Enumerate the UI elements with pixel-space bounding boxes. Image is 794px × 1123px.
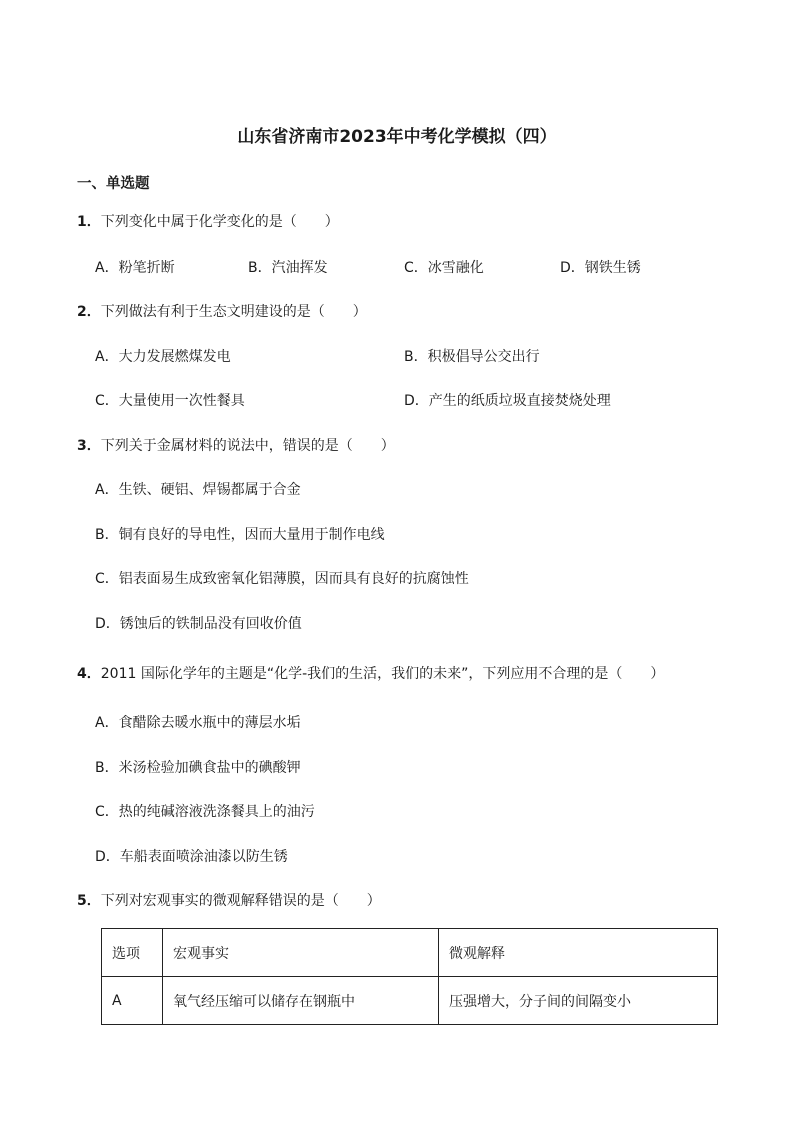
- table-header-cell: 微观解释: [439, 929, 718, 977]
- option: A．食醋除去暖水瓶中的薄层水垢: [95, 715, 301, 731]
- table-header-cell: 选项: [102, 929, 163, 977]
- option: A．粉笔折断: [95, 260, 175, 276]
- option: A．大力发展燃煤发电: [95, 349, 231, 365]
- option: D．车船表面喷涂油漆以防生锈: [95, 849, 288, 865]
- section-heading: 一、单选题: [77, 176, 150, 192]
- table-header-row: [102, 929, 718, 977]
- question-2: [77, 301, 367, 321]
- question-number: 5．: [77, 893, 101, 909]
- table-header-cell: 宏观事实: [163, 929, 439, 977]
- option: D．锈蚀后的铁制品没有回收价值: [95, 616, 302, 632]
- table-cell: 压强增大，分子间的间隔变小: [439, 977, 718, 1025]
- option: B．铜有良好的导电性，因而大量用于制作电线: [95, 527, 385, 543]
- option: B．积极倡导公交出行: [404, 349, 540, 365]
- page-title: 山东省济南市2023年中考化学模拟（四）: [237, 127, 557, 147]
- question-text: 2011 国际化学年的主题是“化学-我们的生活，我们的未来”，下列应用不合理的是（ ）: [100, 666, 665, 682]
- option: B．汽油挥发: [248, 260, 328, 276]
- option: D．产生的纸质垃圾直接焚烧处理: [404, 393, 611, 409]
- option: B．米汤检验加碘食盐中的碘酸钾: [95, 760, 301, 776]
- question-number: 4．: [77, 666, 101, 682]
- question-number: 2．: [77, 304, 101, 320]
- question-number: 3．: [77, 438, 101, 454]
- answer-table: [101, 928, 718, 1025]
- question-4: [77, 663, 664, 683]
- option: C．冰雪融化: [404, 260, 484, 276]
- question-number: 1．: [77, 214, 101, 230]
- question-text: 下列做法有利于生态文明建设的是（ ）: [100, 304, 367, 320]
- question-text: 下列关于金属材料的说法中，错误的是（ ）: [100, 438, 395, 454]
- table-cell: 氧气经压缩可以储存在钢瓶中: [163, 977, 439, 1025]
- question-text: 下列变化中属于化学变化的是（ ）: [100, 214, 339, 230]
- option: A．生铁、硬铝、焊锡都属于合金: [95, 482, 301, 498]
- table-row: [102, 977, 718, 1025]
- table-cell: A: [102, 977, 163, 1025]
- option: C．热的纯碱溶液洗涤餐具上的油污: [95, 804, 315, 820]
- question-3: [77, 435, 395, 455]
- option: C．大量使用一次性餐具: [95, 393, 245, 409]
- question-text: 下列对宏观事实的微观解释错误的是（ ）: [100, 893, 381, 909]
- question-1: [77, 211, 339, 231]
- option: C．铝表面易生成致密氧化铝薄膜，因而具有良好的抗腐蚀性: [95, 571, 469, 587]
- option: D．钢铁生锈: [560, 260, 641, 276]
- question-5: [77, 890, 381, 910]
